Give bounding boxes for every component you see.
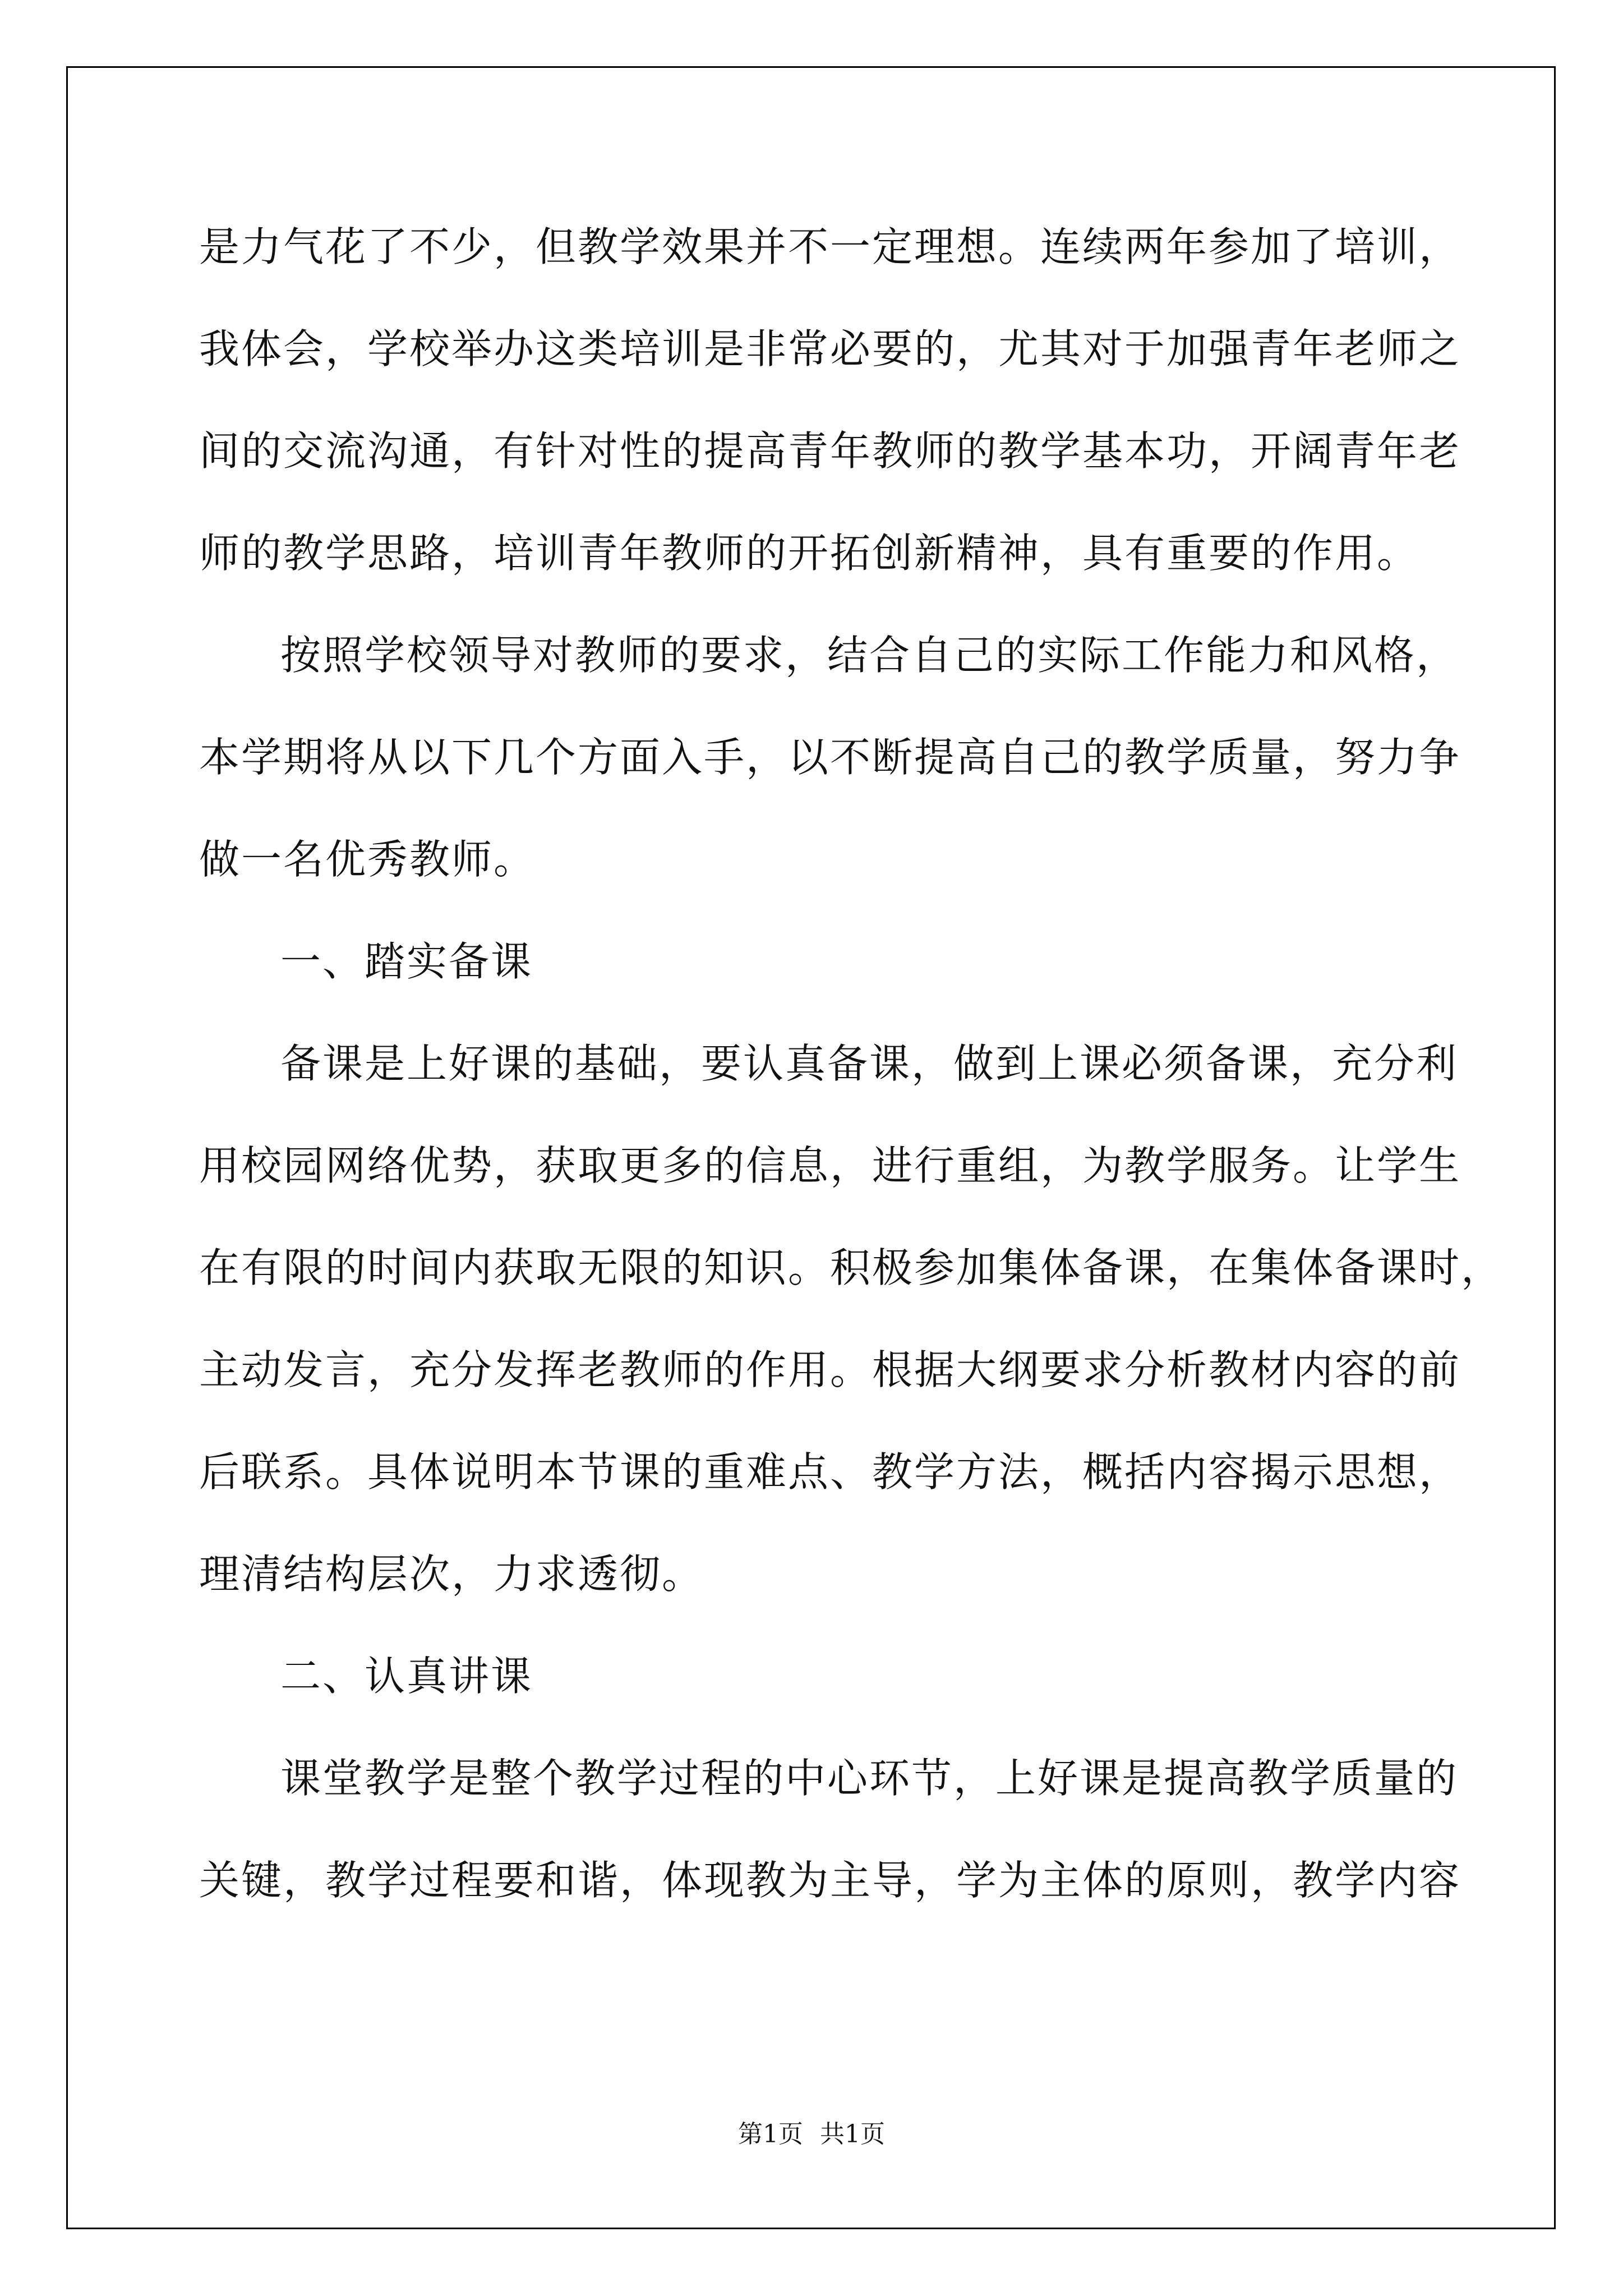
text-line: 做一名优秀教师。: [199, 836, 536, 883]
text-line: 用校园网络优势，获取更多的信息，进行重组，为教学服务。让学生: [199, 1142, 1461, 1189]
text-line: 理清结构层次，力求透彻。: [199, 1550, 704, 1598]
text-line: 后联系。具体说明本节课的重难点、教学方法，概括内容揭示思想，: [199, 1448, 1461, 1496]
text-line: 本学期将从以下几个方面入手，以不断提高自己的教学质量，努力争: [199, 734, 1461, 781]
text-line: 在有限的时间内获取无限的知识。积极参加集体备课，在集体备课时，: [199, 1244, 1504, 1291]
section-heading: 一、踏实备课: [280, 938, 533, 985]
text-line: 师的教学思路，培训青年教师的开拓创新精神，具有重要的作用。: [199, 530, 1419, 577]
paragraph-start-line: 按照学校领导对教师的要求，结合自己的实际工作能力和风格，: [280, 632, 1459, 679]
text-line: 是力气花了不少，但教学效果并不一定理想。连续两年参加了培训，: [199, 223, 1461, 270]
text-line: 主动发言，充分发挥老教师的作用。根据大纲要求分析教材内容的前: [199, 1346, 1461, 1393]
text-line: 关键，教学过程要和谐，体现教为主导，学为主体的原则，教学内容: [199, 1857, 1461, 1904]
page-footer: [0, 2118, 1623, 2151]
section-heading: 二、认真讲课: [280, 1653, 533, 1700]
page-number: 第1页: [738, 2120, 803, 2148]
paragraph-start-line: 备课是上好课的基础，要认真备课，做到上课必须备课，充分利: [280, 1040, 1459, 1087]
text-line: 间的交流沟通，有针对性的提高青年教师的教学基本功，开阔青年老: [199, 427, 1461, 475]
text-line: 我体会，学校举办这类培训是非常必要的，尤其对于加强青年老师之: [199, 325, 1461, 372]
page-total: 共1页: [820, 2120, 885, 2148]
paragraph-start-line: 课堂教学是整个教学过程的中心环节，上好课是提高教学质量的: [280, 1755, 1459, 1802]
